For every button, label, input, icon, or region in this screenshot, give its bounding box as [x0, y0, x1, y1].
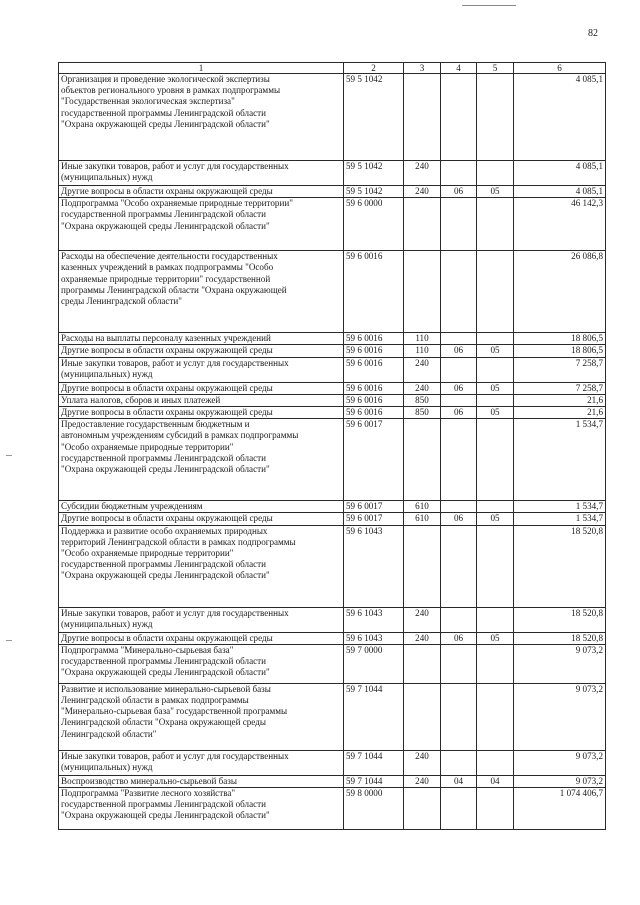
table-row: [59, 644, 606, 683]
target-article-code: 59 7 1044: [344, 750, 404, 775]
table-row: [59, 419, 606, 501]
expense-type-code: 240: [404, 607, 441, 632]
item-name: Расходы на выплаты персоналу казенных учреждений: [59, 333, 344, 345]
target-article-code: 59 6 0017: [344, 419, 404, 501]
section-code: 06: [441, 186, 477, 198]
item-name: Другие вопросы в области охраны окружающей среды: [59, 382, 344, 394]
expense-type-code: [404, 74, 441, 161]
target-article-code: 59 5 1042: [344, 186, 404, 198]
item-name: Другие вопросы в области охраны окружающей среды: [59, 407, 344, 419]
expense-type-code: 110: [404, 345, 441, 357]
item-name: Подпрограмма "Развитие лесного хозяйства" государственной программы Ленинградской области "Охрана окружающей среды Ленинградской области": [59, 788, 344, 830]
subsection-code: [477, 419, 514, 501]
item-name: Иные закупки товаров, работ и услуг для государственных (муниципальных) нужд: [59, 750, 344, 775]
amount: 4 085,1: [514, 74, 606, 161]
section-code: 06: [441, 632, 477, 644]
subsection-code: [477, 607, 514, 632]
section-code: [441, 357, 477, 382]
subsection-code: [477, 198, 514, 251]
subsection-code: [477, 161, 514, 186]
item-name: Другие вопросы в области охраны окружающей среды: [59, 186, 344, 198]
amount: 9 073,2: [514, 644, 606, 683]
amount: 7 258,7: [514, 382, 606, 394]
target-article-code: 59 6 0000: [344, 198, 404, 251]
amount: 18 520,8: [514, 632, 606, 644]
expense-type-code: [404, 644, 441, 683]
amount: 1 534,7: [514, 513, 606, 525]
expense-type-code: 610: [404, 513, 441, 525]
table-row: [59, 513, 606, 525]
table-row: [59, 683, 606, 750]
subsection-code: 05: [477, 382, 514, 394]
table-row: [59, 632, 606, 644]
amount: 46 142,3: [514, 198, 606, 251]
expense-type-code: 610: [404, 501, 441, 513]
item-name: Другие вопросы в области охраны окружающей среды: [59, 632, 344, 644]
expense-type-code: [404, 788, 441, 830]
subsection-code: [477, 357, 514, 382]
amount: 9 073,2: [514, 750, 606, 775]
item-name: Подпрограмма "Особо охраняемые природные территории" государственной программы Ленинградской области "Охрана окружающей среды Ленинградской области": [59, 198, 344, 251]
section-code: [441, 251, 477, 333]
section-code: [441, 394, 477, 406]
item-name: Другие вопросы в области охраны окружающей среды: [59, 513, 344, 525]
subsection-code: [477, 788, 514, 830]
section-code: [441, 607, 477, 632]
expense-type-code: 240: [404, 161, 441, 186]
budget-table: [58, 62, 606, 830]
scan-margin-mark: [6, 640, 12, 641]
item-name: Иные закупки товаров, работ и услуг для государственных (муниципальных) нужд: [59, 161, 344, 186]
subsection-code: [477, 394, 514, 406]
item-name: Развитие и использование минерально-сырьевой базы Ленинградской области в рамках подпрограммы "Минерально-сырьевая база" государственной программы Ленинградской области "Охрана окружающей среды Ленинградской области": [59, 683, 344, 750]
target-article-code: 59 6 0017: [344, 513, 404, 525]
item-name: Субсидии бюджетным учреждениям: [59, 501, 344, 513]
subsection-code: 04: [477, 775, 514, 787]
item-name: Уплата налогов, сборов и иных платежей: [59, 394, 344, 406]
section-code: [441, 419, 477, 501]
expense-type-code: 240: [404, 382, 441, 394]
scan-margin-mark: [6, 455, 12, 456]
table-row: [59, 74, 606, 161]
target-article-code: 59 6 0016: [344, 251, 404, 333]
item-name: Поддержка и развитие особо охраняемых природных территорий Ленинградской области в рамках подпрограммы "Особо охраняемые природные территории" государственной программы Ленинградской области "Охрана окружающей среды Ленинградской области": [59, 525, 344, 607]
target-article-code: 59 7 1044: [344, 683, 404, 750]
section-code: 06: [441, 513, 477, 525]
target-article-code: 59 7 0000: [344, 644, 404, 683]
expense-type-code: 850: [404, 407, 441, 419]
subsection-code: [477, 74, 514, 161]
table-row: [59, 501, 606, 513]
header-cell: 3: [404, 63, 441, 74]
header-cell: 6: [514, 63, 606, 74]
table-row: [59, 251, 606, 333]
target-article-code: 59 6 0016: [344, 357, 404, 382]
amount: 1 534,7: [514, 501, 606, 513]
amount: 18 520,8: [514, 525, 606, 607]
amount: 21,6: [514, 407, 606, 419]
table-row: [59, 382, 606, 394]
section-code: [441, 501, 477, 513]
amount: 4 085,1: [514, 186, 606, 198]
section-code: [441, 198, 477, 251]
amount: 26 086,8: [514, 251, 606, 333]
amount: 18 806,5: [514, 333, 606, 345]
target-article-code: 59 6 0016: [344, 333, 404, 345]
expense-type-code: 110: [404, 333, 441, 345]
expense-type-code: [404, 198, 441, 251]
amount: 1 534,7: [514, 419, 606, 501]
section-code: [441, 788, 477, 830]
expense-type-code: [404, 683, 441, 750]
expense-type-code: 240: [404, 632, 441, 644]
table-row: [59, 394, 606, 406]
expense-type-code: [404, 251, 441, 333]
section-code: [441, 750, 477, 775]
table-row: [59, 345, 606, 357]
section-code: [441, 525, 477, 607]
item-name: Иные закупки товаров, работ и услуг для государственных (муниципальных) нужд: [59, 357, 344, 382]
amount: 9 073,2: [514, 683, 606, 750]
amount: 21,6: [514, 394, 606, 406]
section-code: 04: [441, 775, 477, 787]
table-row: [59, 333, 606, 345]
target-article-code: 59 6 0016: [344, 345, 404, 357]
target-article-code: 59 7 1044: [344, 775, 404, 787]
amount: 4 085,1: [514, 161, 606, 186]
header-cell: 2: [344, 63, 404, 74]
subsection-code: 05: [477, 407, 514, 419]
header-cell: 4: [441, 63, 477, 74]
section-code: [441, 161, 477, 186]
amount: 18 520,8: [514, 607, 606, 632]
header-row: [59, 63, 606, 74]
subsection-code: [477, 333, 514, 345]
header-cell: 5: [477, 63, 514, 74]
item-name: Другие вопросы в области охраны окружающей среды: [59, 345, 344, 357]
subsection-code: 05: [477, 345, 514, 357]
expense-type-code: 240: [404, 357, 441, 382]
expense-type-code: 240: [404, 775, 441, 787]
table-row: [59, 525, 606, 607]
target-article-code: 59 6 0017: [344, 501, 404, 513]
section-code: 06: [441, 382, 477, 394]
subsection-code: [477, 683, 514, 750]
subsection-code: [477, 251, 514, 333]
target-article-code: 59 6 1043: [344, 632, 404, 644]
table-row: [59, 607, 606, 632]
table-row: [59, 186, 606, 198]
amount: 9 073,2: [514, 775, 606, 787]
table-row: [59, 357, 606, 382]
target-article-code: 59 6 1043: [344, 525, 404, 607]
subsection-code: 05: [477, 186, 514, 198]
item-name: Предоставление государственным бюджетным и автономным учреждениям субсидий в рамках подпрограммы "Особо охраняемые природные территории" государственной программы Ленинградской области "Охрана окружающей среды Ленинградской области": [59, 419, 344, 501]
section-code: [441, 74, 477, 161]
scan-top-line: [462, 5, 516, 6]
target-article-code: 59 6 1043: [344, 607, 404, 632]
subsection-code: 05: [477, 513, 514, 525]
table-row: [59, 161, 606, 186]
section-code: [441, 644, 477, 683]
expense-type-code: [404, 525, 441, 607]
section-code: 06: [441, 345, 477, 357]
expense-type-code: 850: [404, 394, 441, 406]
item-name: Подпрограмма "Минерально-сырьевая база" государственной программы Ленинградской области "Охрана окружающей среды Ленинградской области": [59, 644, 344, 683]
section-code: 06: [441, 407, 477, 419]
table-row: [59, 775, 606, 787]
subsection-code: [477, 750, 514, 775]
target-article-code: 59 5 1042: [344, 74, 404, 161]
target-article-code: 59 8 0000: [344, 788, 404, 830]
expense-type-code: 240: [404, 750, 441, 775]
subsection-code: [477, 644, 514, 683]
subsection-code: [477, 525, 514, 607]
table-row: [59, 750, 606, 775]
target-article-code: 59 5 1042: [344, 161, 404, 186]
subsection-code: [477, 501, 514, 513]
header-cell: 1: [59, 63, 344, 74]
target-article-code: 59 6 0016: [344, 394, 404, 406]
amount: 1 074 406,7: [514, 788, 606, 830]
section-code: [441, 333, 477, 345]
item-name: Воспроизводство минерально-сырьевой базы: [59, 775, 344, 787]
page-number: 82: [588, 28, 598, 39]
table-row: [59, 198, 606, 251]
table-row: [59, 407, 606, 419]
subsection-code: 05: [477, 632, 514, 644]
target-article-code: 59 6 0016: [344, 407, 404, 419]
expense-type-code: 240: [404, 186, 441, 198]
item-name: Организация и проведение экологической экспертизы объектов регионального уровня в рамках подпрограммы "Государственная экологическая экспертиза" государственной программы Ленинградской области "Охрана окружающей среды Ленинградской области": [59, 74, 344, 161]
table-row: [59, 788, 606, 830]
target-article-code: 59 6 0016: [344, 382, 404, 394]
item-name: Иные закупки товаров, работ и услуг для государственных (муниципальных) нужд: [59, 607, 344, 632]
amount: 18 806,5: [514, 345, 606, 357]
item-name: Расходы на обеспечение деятельности государственных казенных учреждений в рамках подпрограммы "Особо охраняемые природные территории" государственной программы Ленинградской области "Охрана окружающей среды Ленинградской области": [59, 251, 344, 333]
amount: 7 258,7: [514, 357, 606, 382]
expense-type-code: [404, 419, 441, 501]
section-code: [441, 683, 477, 750]
